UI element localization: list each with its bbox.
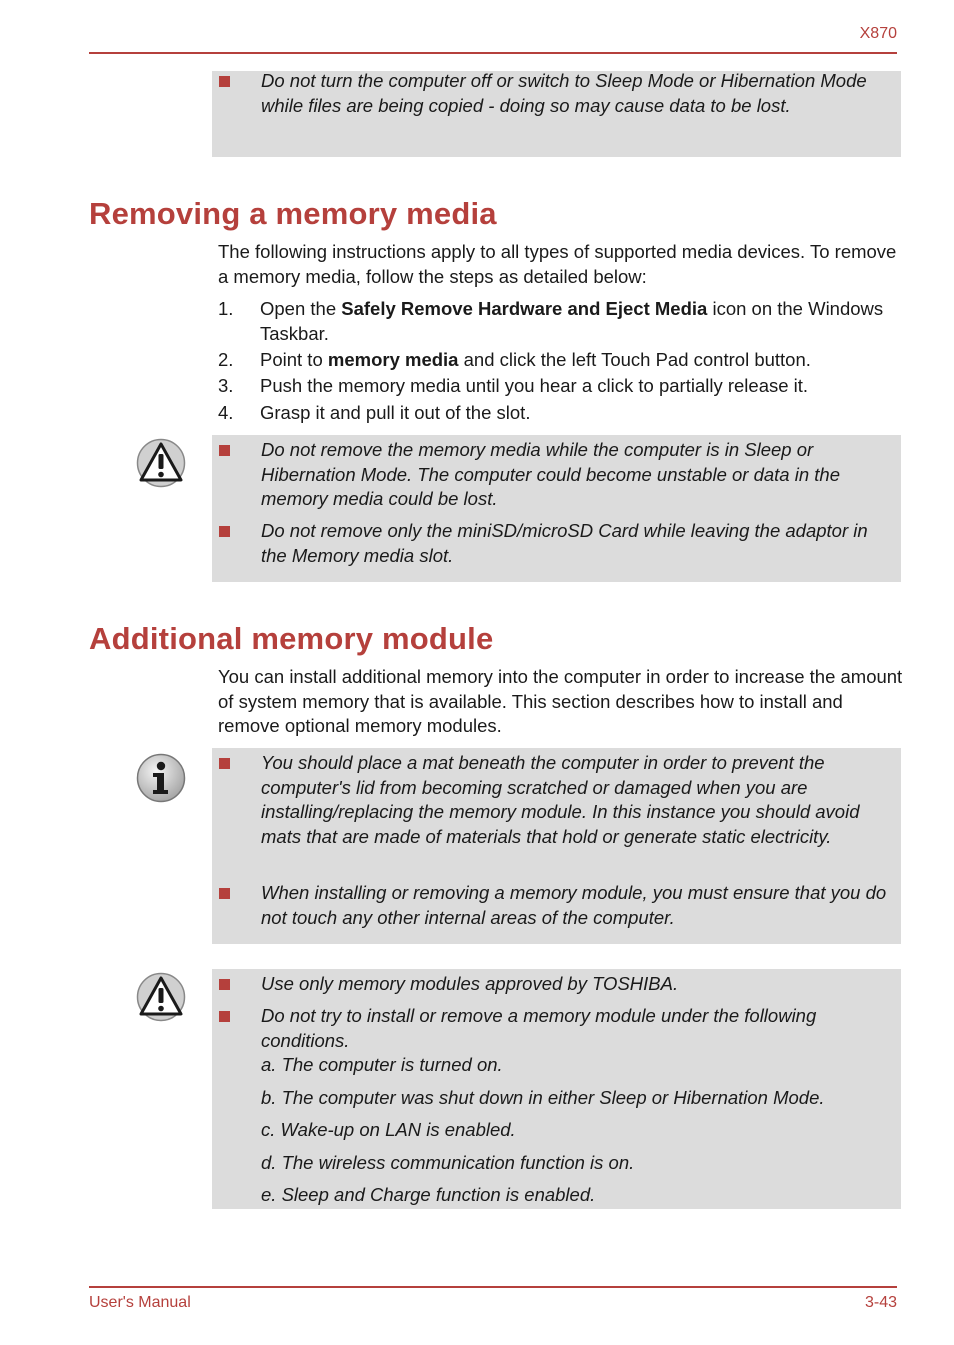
condition-item: c. Wake-up on LAN is enabled. — [261, 1119, 516, 1140]
step-text: Grasp it and pull it out of the slot. — [260, 402, 531, 423]
step-number: 1. — [218, 298, 234, 319]
note-text: Do not try to install or remove a memory module under the following conditions. — [261, 1005, 817, 1051]
page-number: 3-43 — [864, 1294, 897, 1311]
footer-manual-title: User's Manual — [89, 1294, 191, 1311]
note-text: Do not remove only the miniSD/microSD Card while leaving the adaptor in the Memory media slot. — [261, 520, 868, 566]
caution-box — [212, 969, 901, 1209]
footer-rule — [89, 1286, 897, 1288]
step-number: 2. — [218, 349, 234, 370]
step-text: Point to memory media and click the left Touch Pad control button. — [260, 349, 811, 370]
note-text: Do not remove the memory media while the computer is in Sleep or Hibernation Mode. The computer could become unstable or data in the memory media could be lost. — [261, 439, 840, 509]
condition-item: b. The computer was shut down in either Sleep or Hibernation Mode. — [261, 1087, 825, 1108]
bullet-marker — [219, 758, 230, 769]
info-icon — [136, 753, 186, 803]
bullet-marker — [219, 888, 230, 899]
bullet-marker — [219, 526, 230, 537]
step-text: Open the Safely Remove Hardware and Eject Media icon on the Windows Taskbar. — [260, 298, 884, 344]
bullet-marker — [219, 445, 230, 456]
caution-icon — [136, 438, 186, 488]
step-number: 3. — [218, 375, 234, 396]
info-box — [212, 748, 901, 944]
step-text: Push the memory media until you hear a click to partially release it. — [260, 375, 809, 396]
condition-item: d. The wireless communication function is on. — [261, 1152, 635, 1173]
bullet-marker — [219, 76, 230, 87]
header-rule — [89, 52, 897, 54]
note-text: Do not turn the computer off or switch to Sleep Mode or Hibernation Mode while files are being copied - doing so may cause data to be lost. — [261, 70, 867, 116]
caution-box — [212, 435, 901, 582]
note-text: Use only memory modules approved by TOSHIBA. — [261, 973, 679, 994]
bullet-marker — [219, 1011, 230, 1022]
condition-item: e. Sleep and Charge function is enabled. — [261, 1184, 596, 1205]
step-number: 4. — [218, 402, 234, 423]
section-heading-removing: Removing a memory media — [89, 196, 497, 231]
top-note-box — [212, 71, 901, 157]
bullet-marker — [219, 979, 230, 990]
section-intro: The following instructions apply to all types of supported media devices. To remove a memory media, follow the steps as detailed below: — [218, 241, 897, 287]
caution-icon — [136, 972, 186, 1022]
note-text: You should place a mat beneath the computer in order to prevent the computer's lid from becoming scratched or damaged when you are installing/replacing the memory module. In this instance you should avoid mats that are made of materials that hold or generate static electricity. — [261, 752, 860, 847]
note-text: When installing or removing a memory module, you must ensure that you do not touch any other internal areas of the computer. — [261, 882, 887, 928]
section-heading-additional: Additional memory module — [89, 621, 494, 656]
model-name: X870 — [859, 25, 897, 42]
condition-item: a. The computer is turned on. — [261, 1054, 503, 1075]
section-intro: You can install additional memory into the computer in order to increase the amount of system memory that is available. This section describes how to install and remove optional memory modules. — [218, 666, 903, 736]
